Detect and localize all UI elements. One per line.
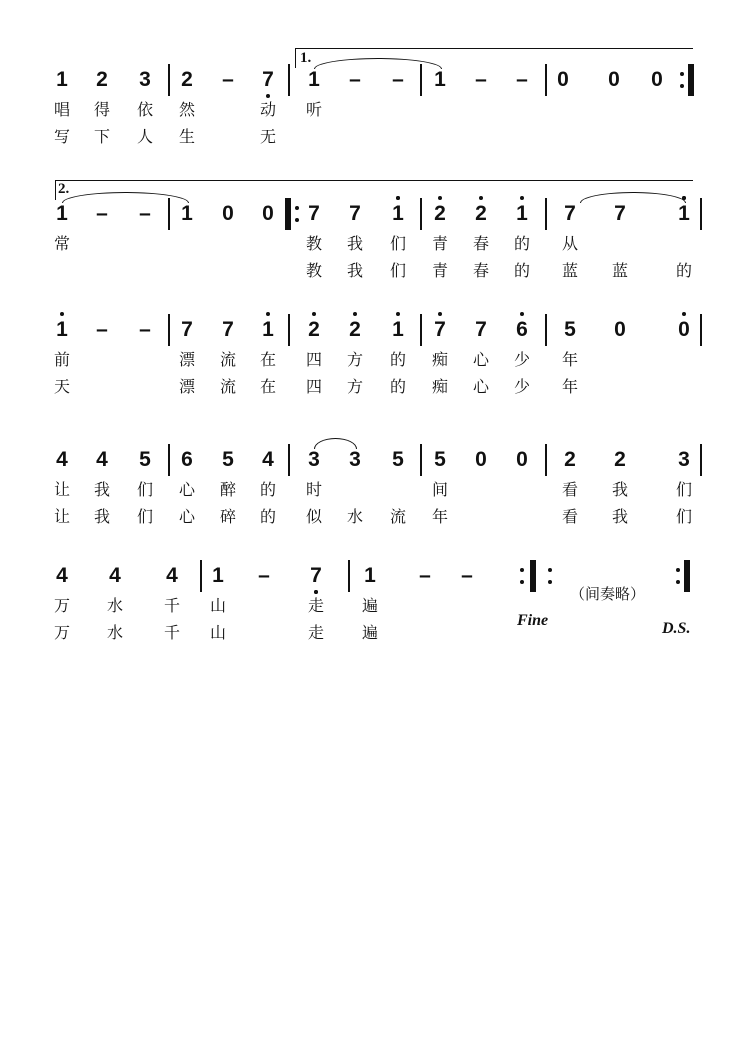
note: 5 [222, 448, 234, 471]
lyric-syllable: 痴 [431, 350, 448, 369]
note: 1 [181, 202, 193, 225]
repeat-barline [285, 198, 291, 230]
note: 4 [109, 564, 121, 587]
lyric-syllable: 千 [163, 623, 180, 642]
lyric-syllable: 人 [136, 127, 153, 146]
volta-1-line [295, 48, 693, 49]
lyric-syllable: 得 [93, 100, 110, 119]
tie-arc [314, 58, 442, 69]
lyric-syllable: 千 [163, 596, 180, 615]
lyric-syllable: 痴 [431, 377, 448, 396]
note: – [392, 68, 404, 91]
lyric-syllable: 听 [305, 100, 322, 119]
note: 2 [308, 318, 320, 341]
lyric-syllable: 水 [346, 507, 363, 526]
barline [420, 198, 422, 230]
note: 3 [308, 448, 320, 471]
lyric-syllable: 年 [561, 377, 578, 396]
barline [168, 64, 170, 96]
lyric-syllable: 无 [259, 127, 276, 146]
lyric-syllable: 的 [259, 507, 276, 526]
barline [348, 560, 350, 592]
lyric-syllable: 们 [675, 480, 692, 499]
fine-mark: Fine [517, 612, 549, 629]
lyric-syllable: 在 [259, 377, 276, 396]
lyric-syllable: 依 [136, 100, 153, 119]
octave-dot-high [438, 312, 442, 316]
note: – [475, 68, 487, 91]
barline [545, 444, 547, 476]
note: 2 [181, 68, 193, 91]
note: 2 [614, 448, 626, 471]
note: – [516, 68, 528, 91]
note: 5 [392, 448, 404, 471]
octave-dot-high [60, 312, 64, 316]
note: – [96, 318, 108, 341]
octave-dot-high [396, 312, 400, 316]
octave-dot-high [682, 312, 686, 316]
note: 7 [349, 202, 361, 225]
lyric-syllable: 蓝 [611, 261, 628, 280]
note: 1 [364, 564, 376, 587]
lyric-syllable: 心 [472, 377, 489, 396]
ds-mark: D.S. [662, 620, 691, 637]
note: 6 [516, 318, 528, 341]
lyric-syllable: 走 [307, 596, 324, 615]
barline [420, 314, 422, 346]
note: 2 [96, 68, 108, 91]
lyric-syllable: 常 [53, 234, 70, 253]
lyric-syllable: 心 [472, 350, 489, 369]
octave-dot-high [312, 312, 316, 316]
note: 0 [262, 202, 274, 225]
octave-dot-high [266, 312, 270, 316]
octave-dot-high [520, 312, 524, 316]
note: – [258, 564, 270, 587]
note: – [419, 564, 431, 587]
octave-dot-high [396, 196, 400, 200]
note: 4 [96, 448, 108, 471]
note: 7 [310, 564, 322, 587]
lyric-syllable: 青 [431, 234, 448, 253]
note: 7 [308, 202, 320, 225]
note: 1 [56, 68, 68, 91]
lyric-syllable: 方 [346, 350, 363, 369]
lyric-syllable: 我 [346, 261, 363, 280]
lyric-syllable: 的 [513, 261, 530, 280]
note: 1 [262, 318, 274, 341]
note: 0 [651, 68, 663, 91]
note: 1 [392, 202, 404, 225]
octave-dot-high [520, 196, 524, 200]
lyric-syllable: 们 [389, 234, 406, 253]
lyric-syllable: 流 [389, 507, 406, 526]
lyric-syllable: 漂 [178, 377, 195, 396]
barline [700, 444, 702, 476]
barline [168, 314, 170, 346]
note: 4 [56, 564, 68, 587]
lyric-syllable: 我 [346, 234, 363, 253]
note: 7 [614, 202, 626, 225]
octave-dot-high [353, 312, 357, 316]
barline [288, 444, 290, 476]
lyric-syllable: 的 [513, 234, 530, 253]
lyric-syllable: 年 [561, 350, 578, 369]
lyric-syllable: 们 [675, 507, 692, 526]
volta-1-label: 1. [300, 50, 312, 66]
lyric-syllable: 然 [178, 100, 195, 119]
lyric-syllable: 漂 [178, 350, 195, 369]
lyric-syllable: 我 [93, 480, 110, 499]
barline [545, 64, 547, 96]
lyric-syllable: 方 [346, 377, 363, 396]
volta-1-tick [295, 48, 296, 68]
final-barline [688, 64, 694, 96]
note: 3 [349, 448, 361, 471]
lyric-syllable: 遍 [361, 623, 378, 642]
lyric-syllable: 们 [136, 480, 153, 499]
note: 1 [212, 564, 224, 587]
tie-arc [314, 438, 357, 449]
note: 3 [139, 68, 151, 91]
note: 3 [678, 448, 690, 471]
note: – [461, 564, 473, 587]
lyric-syllable: 我 [611, 507, 628, 526]
octave-dot-high [438, 196, 442, 200]
barline [700, 314, 702, 346]
lyric-syllable: 看 [561, 480, 578, 499]
note: 7 [475, 318, 487, 341]
note: 1 [434, 68, 446, 91]
note: 0 [608, 68, 620, 91]
repeat-barline [530, 560, 536, 592]
lyric-syllable: 的 [389, 377, 406, 396]
lyric-syllable: 醉 [219, 480, 236, 499]
barline [200, 560, 202, 592]
volta-2-line [55, 180, 693, 181]
lyric-syllable: 四 [305, 377, 322, 396]
note: 0 [557, 68, 569, 91]
note: 1 [308, 68, 320, 91]
note: 7 [181, 318, 193, 341]
lyric-syllable: 似 [305, 507, 322, 526]
note: 0 [516, 448, 528, 471]
lyric-syllable: 让 [53, 507, 70, 526]
lyric-syllable: 四 [305, 350, 322, 369]
lyric-syllable: 看 [561, 507, 578, 526]
barline [168, 444, 170, 476]
note: 5 [564, 318, 576, 341]
lyric-syllable: 少 [513, 377, 530, 396]
lyric-syllable: 动 [259, 100, 276, 119]
lyric-syllable: 让 [53, 480, 70, 499]
lyric-syllable: 青 [431, 261, 448, 280]
lyric-syllable: 生 [178, 127, 195, 146]
note: 7 [222, 318, 234, 341]
note: 5 [139, 448, 151, 471]
barline [545, 198, 547, 230]
note: – [139, 202, 151, 225]
lyric-syllable: 前 [53, 350, 70, 369]
note: 2 [349, 318, 361, 341]
tie-arc [580, 192, 686, 203]
note: 4 [262, 448, 274, 471]
note: – [96, 202, 108, 225]
note: 4 [166, 564, 178, 587]
note: 0 [475, 448, 487, 471]
note: 5 [434, 448, 446, 471]
lyric-syllable: 天 [53, 377, 70, 396]
barline [288, 314, 290, 346]
lyric-syllable: 的 [675, 261, 692, 280]
lyric-syllable: 我 [611, 480, 628, 499]
lyric-syllable: 教 [305, 261, 322, 280]
lyric-syllable: 心 [178, 507, 195, 526]
lyric-syllable: 们 [136, 507, 153, 526]
lyric-syllable: 万 [53, 623, 70, 642]
note: 1 [56, 202, 68, 225]
lyric-syllable: 少 [513, 350, 530, 369]
lyric-syllable: 心 [178, 480, 195, 499]
note: 7 [564, 202, 576, 225]
note: 2 [564, 448, 576, 471]
note: 7 [262, 68, 274, 91]
volta-2-tick [55, 180, 56, 200]
lyric-syllable: 在 [259, 350, 276, 369]
lyric-syllable: 写 [53, 127, 70, 146]
lyric-syllable: 的 [389, 350, 406, 369]
note: 2 [434, 202, 446, 225]
lyric-syllable: 山 [209, 623, 226, 642]
barline [288, 64, 290, 96]
lyric-syllable: 流 [219, 377, 236, 396]
lyric-syllable: 碎 [219, 507, 236, 526]
tie-arc [62, 192, 189, 203]
lyric-syllable: 下 [93, 127, 110, 146]
octave-dot-low [266, 94, 270, 98]
lyric-syllable: 蓝 [561, 261, 578, 280]
note: 1 [516, 202, 528, 225]
lyric-syllable: 水 [106, 623, 123, 642]
note: 7 [434, 318, 446, 341]
volta-2-label: 2. [58, 181, 70, 197]
octave-dot-high [479, 196, 483, 200]
lyric-syllable: 时 [305, 480, 322, 499]
lyric-syllable: 唱 [53, 100, 70, 119]
barline [700, 198, 702, 230]
lyric-syllable: 教 [305, 234, 322, 253]
lyric-syllable: 间 [431, 480, 448, 499]
lyric-syllable: 们 [389, 261, 406, 280]
final-barline [684, 560, 690, 592]
note: 0 [678, 318, 690, 341]
lyric-syllable: 山 [209, 596, 226, 615]
octave-dot-low [314, 590, 318, 594]
note: – [222, 68, 234, 91]
lyric-syllable: 遍 [361, 596, 378, 615]
lyric-syllable: 的 [259, 480, 276, 499]
note: – [349, 68, 361, 91]
lyric-syllable: 春 [472, 261, 489, 280]
lyric-syllable: 春 [472, 234, 489, 253]
lyric-syllable: 走 [307, 623, 324, 642]
note: 2 [475, 202, 487, 225]
lyric-syllable: 万 [53, 596, 70, 615]
lyric-syllable: 我 [93, 507, 110, 526]
note: 6 [181, 448, 193, 471]
note: – [139, 318, 151, 341]
note: 4 [56, 448, 68, 471]
note: 1 [678, 202, 690, 225]
interlude-text: （间奏略） [570, 585, 646, 603]
lyric-syllable: 从 [561, 234, 578, 253]
barline [545, 314, 547, 346]
note: 0 [614, 318, 626, 341]
lyric-syllable: 年 [431, 507, 448, 526]
note: 0 [222, 202, 234, 225]
barline [420, 444, 422, 476]
note: 1 [392, 318, 404, 341]
note: 1 [56, 318, 68, 341]
lyric-syllable: 流 [219, 350, 236, 369]
lyric-syllable: 水 [106, 596, 123, 615]
